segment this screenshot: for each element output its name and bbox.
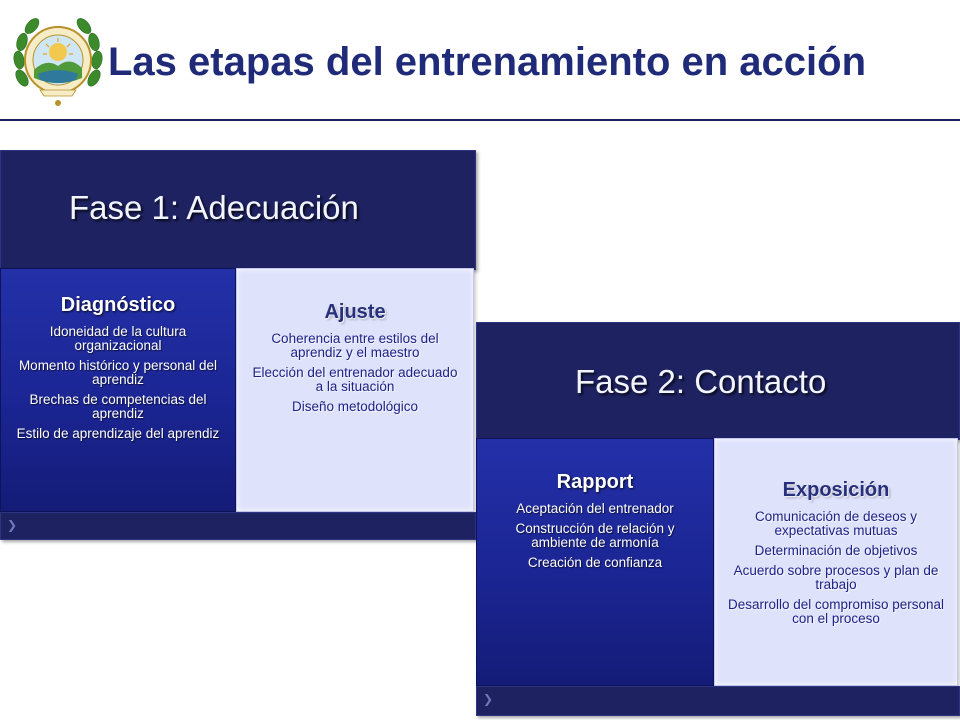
- university-seal-icon: [12, 8, 104, 108]
- title-divider: [0, 119, 960, 121]
- exposicion-box: [714, 438, 958, 686]
- list-item: Desarrollo del compromiso personal con el proceso: [727, 597, 945, 626]
- list-item: Momento histórico y personal del aprendiz: [18, 358, 218, 387]
- rapport-box: [476, 438, 714, 686]
- phase-1-footer: [0, 512, 476, 540]
- list-item: Diseño metodológico: [291, 399, 419, 414]
- diagnostico-list: [1, 325, 235, 441]
- ajuste-title: Ajuste: [324, 301, 386, 323]
- diagnostico-box: [0, 268, 236, 512]
- rapport-title: Rapport: [556, 471, 634, 493]
- list-item: Comunicación de deseos y expectativas mutuas: [754, 509, 918, 538]
- phase-2-title: Fase 2: Contacto: [575, 363, 827, 400]
- phase-1-title: Fase 1: Adecuación: [69, 189, 359, 226]
- rapport-list: [477, 502, 713, 570]
- chevron-right-icon: ❯: [483, 692, 494, 706]
- list-item: Coherencia entre estilos del aprendiz y el maestro: [271, 331, 439, 360]
- list-item: Aceptación del entrenador: [516, 501, 674, 516]
- phase-2-panel: [476, 322, 960, 716]
- exposicion-list: [715, 510, 957, 626]
- list-item: Determinación de objetivos: [754, 543, 918, 558]
- ajuste-list: [237, 332, 473, 414]
- list-item: Estilo de aprendizaje del aprendiz: [16, 426, 220, 441]
- list-item: Acuerdo sobre procesos y plan de trabajo: [733, 563, 939, 592]
- chevron-right-icon: ❯: [7, 518, 18, 532]
- exposicion-title: Exposición: [782, 479, 890, 501]
- ajuste-box: [236, 268, 474, 512]
- diagnostico-title: Diagnóstico: [60, 294, 176, 316]
- list-item: Elección del entrenador adecuado a la situación: [252, 365, 458, 394]
- phase-1-header: [0, 150, 476, 270]
- phase-2-footer: [476, 686, 960, 716]
- list-item: Construcción de relación y ambiente de armonía: [515, 521, 675, 550]
- list-item: Creación de confianza: [527, 555, 663, 570]
- list-item: Brechas de competencias del aprendiz: [29, 392, 207, 421]
- phase-2-header: [476, 322, 960, 440]
- list-item: Idoneidad de la cultura organizacional: [49, 324, 187, 353]
- phase-1-panel: [0, 150, 476, 540]
- page-title: Las etapas del entrenamiento en acción: [108, 40, 867, 84]
